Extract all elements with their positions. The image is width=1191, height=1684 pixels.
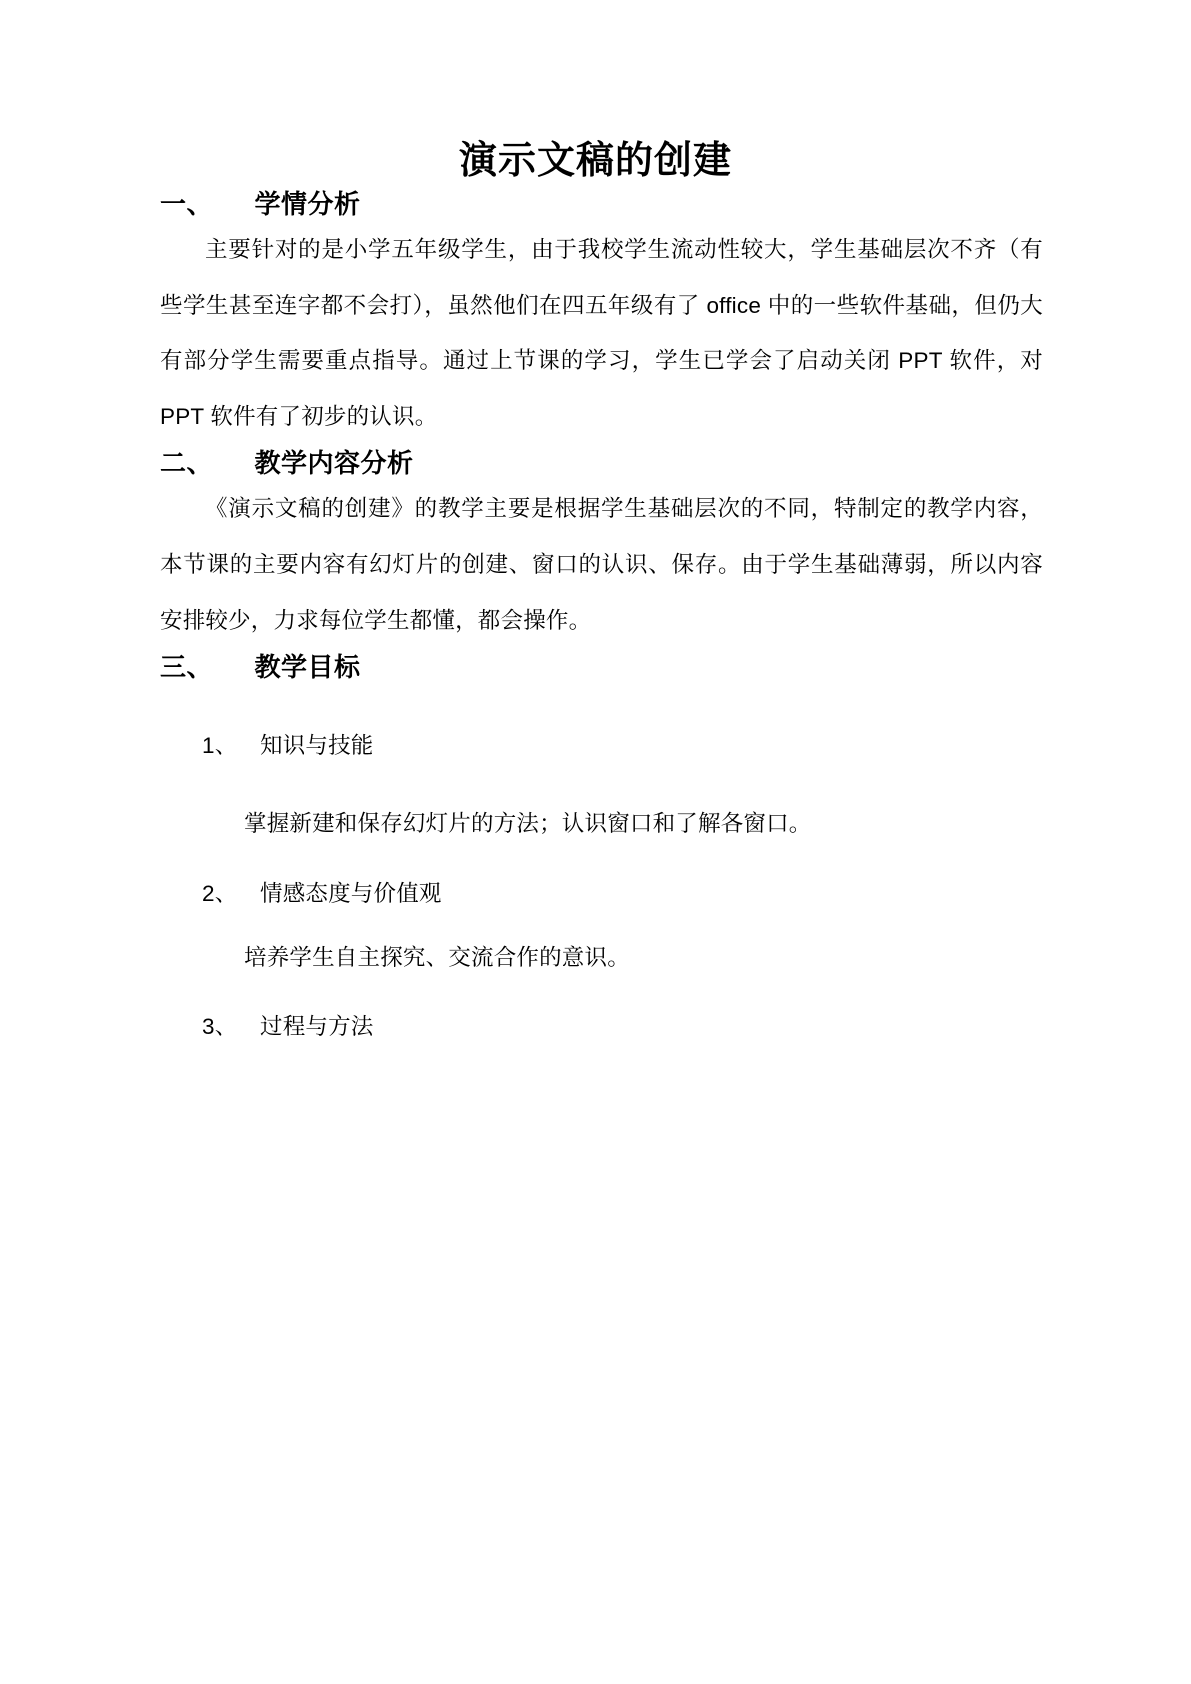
goal-label-3 bbox=[160, 1010, 1043, 1044]
spacer bbox=[160, 974, 1043, 1010]
goal-label-1 bbox=[160, 729, 1043, 763]
goal-desc-1: 掌握新建和保存幻灯片的方法；认识窗口和了解各窗口。 bbox=[244, 811, 812, 836]
section-title-2: 教学内容分析 bbox=[254, 448, 414, 479]
goal-number-3: 3、 bbox=[202, 1014, 238, 1040]
section-heading-2 bbox=[160, 445, 1043, 481]
goal-title-2: 情感态度与价值观 bbox=[260, 880, 442, 906]
goal-number-1: 1、 bbox=[202, 733, 238, 759]
spacer bbox=[160, 685, 1043, 729]
goal-label-2 bbox=[160, 877, 1043, 911]
goal-desc-2: 培养学生自主探究、交流合作的意识。 bbox=[244, 944, 630, 970]
goal-title-1: 知识与技能 bbox=[260, 733, 374, 759]
section-number-3: 三、 bbox=[160, 651, 214, 682]
goal-item-3 bbox=[160, 1010, 1043, 1044]
goal-number-2: 2、 bbox=[202, 880, 238, 906]
section-number-2: 二、 bbox=[160, 448, 214, 479]
section-title-1: 学情分析 bbox=[254, 188, 361, 219]
section-1-paragraph: 主要针对的是小学五年级学生，由于我校学生流动性较大，学生基础层次不齐（有些学生甚至连字都不会打），虽然他们在四五年级有了 office 中的一些软件基础，但仍大有部分学生需要重点指导。通过上节课的学习，学生已学会了启动关闭 PPT 软件，对 PPT 软件有了初步的认识。 bbox=[160, 236, 1043, 430]
goal-item-1 bbox=[160, 729, 1043, 841]
section-heading-1 bbox=[160, 186, 1043, 222]
goal-title-3: 过程与方法 bbox=[260, 1014, 374, 1040]
section-title-3: 教学目标 bbox=[254, 651, 361, 682]
document-body bbox=[0, 186, 1191, 1045]
section-heading-3 bbox=[160, 649, 1043, 685]
page-title: 演示文稿的创建 bbox=[458, 140, 732, 182]
spacer bbox=[160, 841, 1043, 877]
section-2-paragraph: 《演示文稿的创建》的教学主要是根据学生基础层次的不同，特制定的教学内容，本节课的主要内容有幻灯片的创建、窗口的认识、保存。由于学生基础薄弱，所以内容安排较少，力求每位学生都懂，都会操作。 bbox=[160, 496, 1043, 634]
teaching-goals-list bbox=[160, 729, 1043, 1044]
goal-item-2 bbox=[160, 877, 1043, 975]
spacer bbox=[160, 911, 1043, 941]
section-number-1: 一、 bbox=[160, 188, 214, 219]
spacer bbox=[160, 763, 1043, 807]
